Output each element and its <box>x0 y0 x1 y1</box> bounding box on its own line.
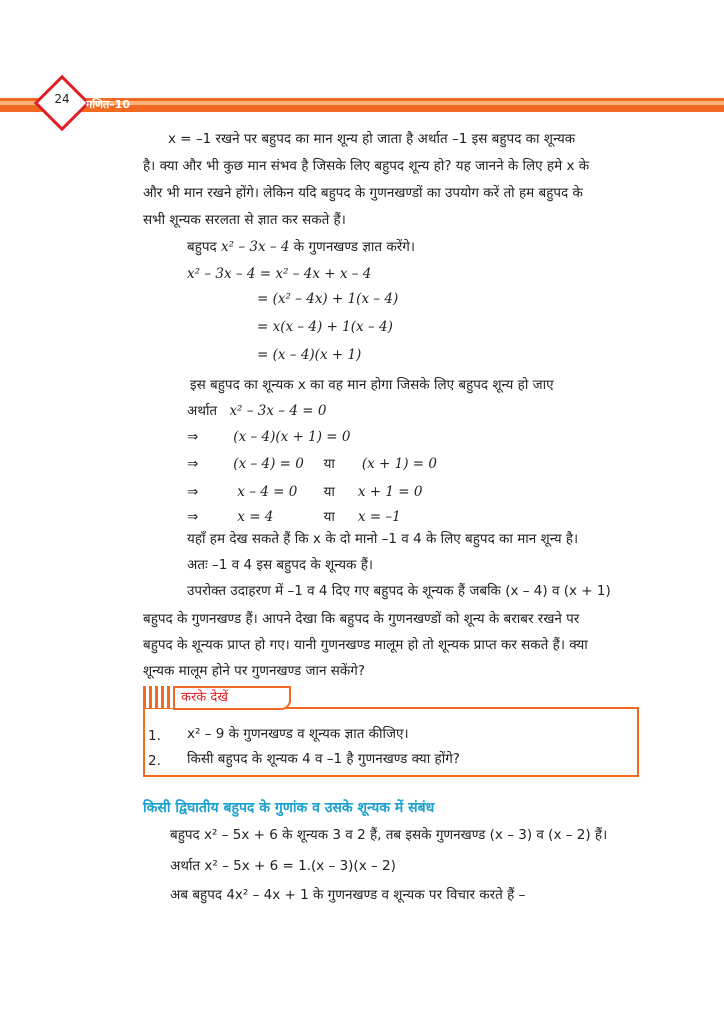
zero-intro: इस बहुपद का शून्यक x का वह मान होगा जिसके लिए बहुपद शून्य हो जाए <box>190 377 554 393</box>
paragraph2-line-2: अतः –1 व 4 इस बहुपद के शून्यक हैं। <box>187 557 373 573</box>
factor-intro-prefix: बहुपद <box>187 239 217 255</box>
exercise-item-1-text: x² – 9 के गुणनखण्ड व शून्यक ज्ञात कीजिए। <box>187 726 409 742</box>
zero-equation <box>187 402 326 420</box>
section-heading: किसी द्विघातीय बहुपद के गुणांक व उसके शून्यक में संबंध <box>143 800 435 816</box>
zero-eq-prefix: अर्थात <box>187 403 218 419</box>
implies-row-1 <box>187 428 351 446</box>
paragraph3-line-1: बहुपद x² – 5x + 6 के शून्यक 3 व 2 हैं, तब इसके गुणनखण्ड (x – 3) व (x – 2) हैं। <box>170 827 608 843</box>
implies-row-4 <box>187 508 401 526</box>
implies-row-3 <box>187 483 422 501</box>
implies-arrow: ⇒ <box>187 456 199 472</box>
factor-step-2: = (x² – 4x) + 1(x – 4) <box>257 291 399 307</box>
paragraph1-line-4: सभी शून्यक सरलता से ज्ञात कर सकते हैं। <box>143 212 346 228</box>
implies-or: या <box>323 509 335 525</box>
factor-intro <box>187 238 415 256</box>
paragraph1-line-2: है। क्या और भी कुछ मान संभव है जिसके लिए बहुपद शून्य हो? यह जानने के लिए हमे x के <box>143 158 590 174</box>
exercise-item-2-num: 2. <box>148 753 161 769</box>
subject-label: गणित–10 <box>86 98 131 111</box>
factor-intro-suffix: के गुणनखण्ड ज्ञात करेंगे। <box>293 239 416 255</box>
zero-eq-expr: x² – 3x – 4 = 0 <box>229 403 327 419</box>
exercise-item-1-num: 1. <box>148 728 161 744</box>
implies-left: (x – 4)(x + 1) = 0 <box>233 429 351 445</box>
implies-right: x + 1 = 0 <box>357 484 423 500</box>
paragraph1-line-1: x = –1 रखने पर बहुपद का मान शून्य हो जाता है अर्थात –1 इस बहुपद का शून्यक <box>168 131 576 147</box>
implies-left: (x – 4) = 0 <box>233 456 304 472</box>
implies-or: या <box>323 456 335 472</box>
paragraph2-line-5: बहुपद के शून्यक प्राप्त हो गए। यानी गुणनखण्ड मालूम हो तो शून्यक प्राप्त कर सकते हैं। क्या <box>143 637 588 653</box>
implies-right: (x + 1) = 0 <box>361 456 438 472</box>
factor-step-3: = x(x – 4) + 1(x – 4) <box>257 319 393 335</box>
implies-row-2 <box>187 455 437 473</box>
implies-arrow: ⇒ <box>187 429 199 445</box>
factor-step-4: = (x – 4)(x + 1) <box>257 347 362 363</box>
factor-intro-expr: x² – 3x – 4 <box>221 239 290 255</box>
exercise-title: करके देखें <box>173 686 291 710</box>
exercise-item-2-text: किसी बहुपद के शून्यक 4 व –1 है गुणनखण्ड क्या होंगे? <box>187 751 460 767</box>
page-number: 24 <box>54 92 70 106</box>
implies-left: x – 4 = 0 <box>237 484 298 500</box>
paragraph2-line-1: यहाँ हम देख सकते हैं कि x के दो मानो –1 व 4 के लिए बहुपद का मान शून्य है। <box>187 531 579 547</box>
implies-or: या <box>323 484 335 500</box>
paragraph2-line-6: शून्यक मालूम होने पर गुणनखण्ड जान सकेंगे? <box>143 663 366 679</box>
implies-arrow: ⇒ <box>187 509 199 525</box>
paragraph3-line-3: अब बहुपद 4x² – 4x + 1 के गुणनखण्ड व शून्यक पर विचार करते हैं – <box>170 887 526 903</box>
implies-arrow: ⇒ <box>187 484 199 500</box>
implies-left: x = 4 <box>237 509 274 525</box>
exercise-box-stripes <box>143 686 173 708</box>
paragraph2-line-3: उपरोक्त उदाहरण में –1 व 4 दिए गए बहुपद के शून्यक हैं जबकि (x – 4) व (x + 1) <box>187 583 611 599</box>
factor-step-1: x² – 3x – 4 = x² – 4x + x – 4 <box>187 266 372 282</box>
paragraph3-line-2: अर्थात x² – 5x + 6 = 1.(x – 3)(x – 2) <box>170 858 396 874</box>
implies-right: x = –1 <box>357 509 401 525</box>
paragraph1-line-3: और भी मान रखने होंगे। लेकिन यदि बहुपद के गुणनखण्डों का उपयोग करें तो हम बहुपद के <box>143 185 583 201</box>
paragraph2-line-4: बहुपद के गुणनखण्ड हैं। आपने देखा कि बहुपद के गुणनखण्डों को शून्य के बराबर रखने पर <box>143 611 580 627</box>
